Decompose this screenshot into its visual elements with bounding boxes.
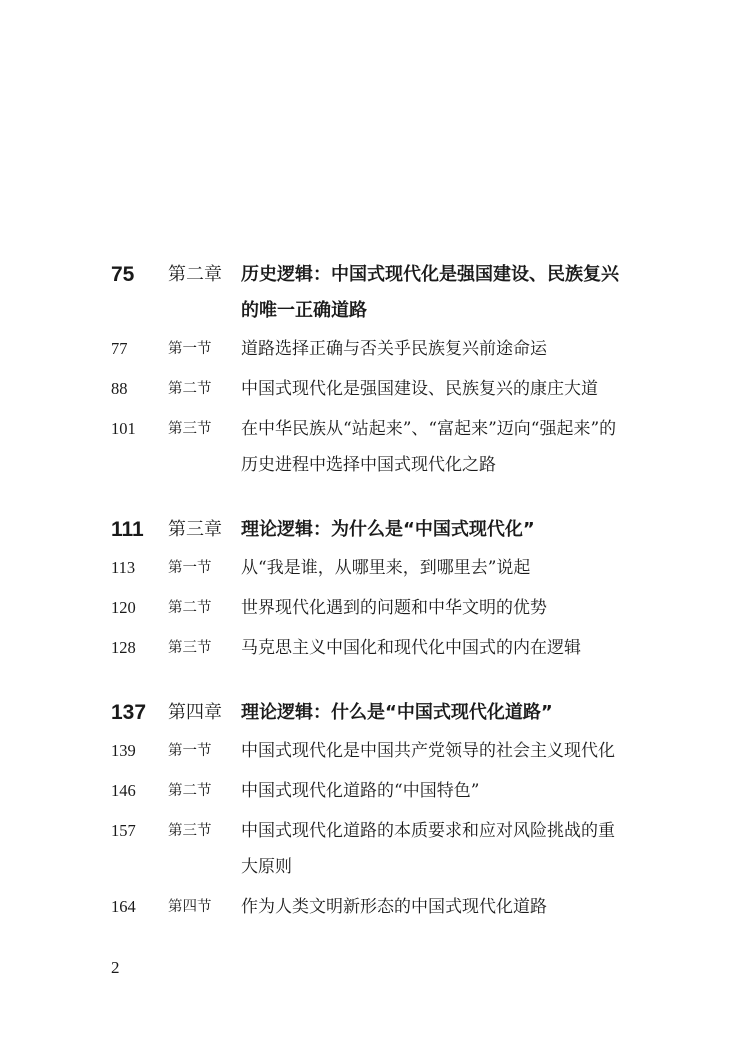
section-page-number: 113 <box>111 558 136 577</box>
section-entry[interactable] <box>111 814 631 885</box>
section-title: 世界现代化遇到的问题和中华文明的优势 <box>241 598 547 618</box>
section-page-number: 164 <box>111 897 136 916</box>
chapter-label: 第三章 <box>168 519 222 540</box>
section-title: 作为人类文明新形态的中国式现代化道路 <box>241 897 547 917</box>
chapter-4 <box>111 696 631 925</box>
chapter-label: 第二章 <box>168 264 222 285</box>
section-entry[interactable] <box>111 591 631 626</box>
section-entry[interactable] <box>111 551 631 586</box>
chapter-title: 理论逻辑：什么是“中国式现代化道路” <box>241 702 553 723</box>
section-label: 第一节 <box>168 560 212 576</box>
section-label: 第二节 <box>168 381 212 397</box>
section-page-number: 146 <box>111 781 136 800</box>
section-page-number: 77 <box>111 339 128 358</box>
section-entry[interactable] <box>111 372 631 407</box>
section-page-number: 157 <box>111 821 136 840</box>
chapter-heading[interactable] <box>111 258 631 329</box>
section-entry[interactable] <box>111 890 631 925</box>
section-title: 中国式现代化是强国建设、民族复兴的康庄大道 <box>241 379 598 399</box>
chapter-3 <box>111 513 631 666</box>
section-title: 马克思主义中国化和现代化中国式的内在逻辑 <box>241 638 581 658</box>
section-title: 中国式现代化道路的“中国特色” <box>241 781 480 801</box>
section-label: 第二节 <box>168 783 212 799</box>
page-number: 2 <box>111 958 120 977</box>
section-entry[interactable] <box>111 412 631 483</box>
section-page-number: 139 <box>111 741 136 760</box>
section-page-number: 120 <box>111 598 136 617</box>
section-entry[interactable] <box>111 332 631 367</box>
section-title: 道路选择正确与否关乎民族复兴前途命运 <box>241 339 547 359</box>
section-label: 第三节 <box>168 421 212 437</box>
section-entry[interactable] <box>111 631 631 666</box>
section-label: 第一节 <box>168 743 212 759</box>
section-entry[interactable] <box>111 774 631 809</box>
section-label: 第四节 <box>168 899 212 915</box>
table-of-contents <box>111 258 631 955</box>
section-label: 第一节 <box>168 341 212 357</box>
section-page-number: 101 <box>111 419 136 438</box>
chapter-title: 历史逻辑：中国式现代化是强国建设、民族复兴的唯一正确道路 <box>241 264 619 321</box>
chapter-heading[interactable] <box>111 513 631 548</box>
section-page-number: 128 <box>111 638 136 657</box>
section-label: 第三节 <box>168 823 212 839</box>
section-entry[interactable] <box>111 734 631 769</box>
section-page-number: 88 <box>111 379 128 398</box>
chapter-heading[interactable] <box>111 696 631 731</box>
section-title: 在中华民族从“站起来”、“富起来”迈向“强起来”的历史进程中选择中国式现代化之路 <box>241 419 617 475</box>
chapter-page-number: 137 <box>111 701 147 724</box>
chapter-page-number: 111 <box>111 518 144 541</box>
chapter-page-number: 75 <box>111 263 135 286</box>
section-title: 从“我是谁，从哪里来，到哪里去”说起 <box>241 558 531 578</box>
chapter-title: 理论逻辑：为什么是“中国式现代化” <box>241 519 535 540</box>
section-label: 第三节 <box>168 640 212 656</box>
section-label: 第二节 <box>168 600 212 616</box>
section-title: 中国式现代化是中国共产党领导的社会主义现代化 <box>241 741 615 761</box>
section-title: 中国式现代化道路的本质要求和应对风险挑战的重大原则 <box>241 821 615 877</box>
chapter-label: 第四章 <box>168 702 222 723</box>
chapter-2 <box>111 258 631 483</box>
